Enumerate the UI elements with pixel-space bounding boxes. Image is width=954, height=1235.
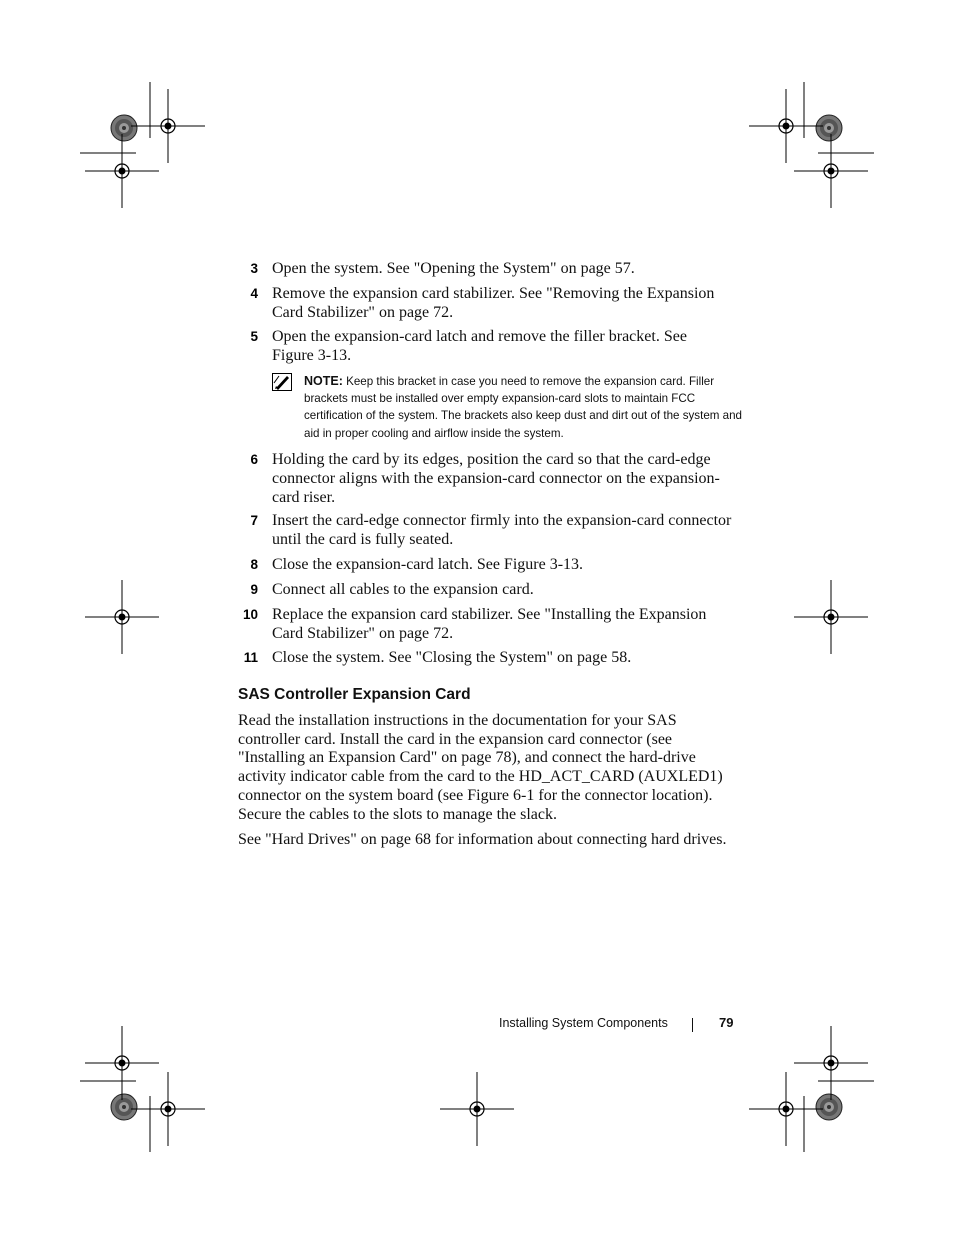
note-body: Keep this bracket in case you need to remove the expansion card. Filler brackets must be installed over empty expansion-card slots to maintain FCC certification of the system. The brackets also keep dust and dirt out of the system and aid in proper cooling and airflow inside the system.	[304, 375, 742, 440]
step-number: 6	[250, 452, 258, 467]
section-heading: SAS Controller Expansion Card	[238, 686, 471, 703]
crop-mark-icon	[85, 1026, 159, 1100]
crop-mark-icon	[131, 89, 205, 163]
step-number: 5	[250, 329, 258, 344]
step-text: Remove the expansion card stabilizer. See "Removing the Expansion Card Stabilizer" on page 72.	[272, 285, 715, 321]
step-text: Close the system. See "Closing the System" on page 58.	[272, 649, 632, 666]
step-number: 4	[250, 286, 258, 301]
crop-mark-icon	[794, 580, 868, 654]
crop-mark-icon	[85, 580, 159, 654]
step-text: Holding the card by its edges, position the card so that the card-edge connector aligns with the expansion-card connector on the expansion-card riser.	[272, 451, 720, 506]
crop-mark-icon	[749, 1072, 823, 1146]
pencil-note-icon	[272, 373, 292, 391]
step-text: Insert the card-edge connector firmly into the expansion-card connector until the card is fully seated.	[272, 512, 732, 548]
step-number: 11	[243, 650, 258, 665]
note-text	[304, 373, 744, 442]
crop-mark-icon	[85, 134, 159, 208]
crop-mark-icon	[749, 89, 823, 163]
step-number: 7	[250, 513, 258, 528]
crop-mark-icon	[794, 1026, 868, 1100]
step-text: Open the expansion-card latch and remove the filler bracket. See Figure 3-13.	[272, 328, 687, 364]
crop-mark-icon	[440, 1072, 514, 1146]
step-number: 9	[250, 582, 258, 597]
step-number: 10	[242, 607, 258, 622]
step-number: 8	[250, 557, 258, 572]
color-bar-icon	[816, 115, 842, 141]
section-paragraph: Read the installation instructions in the documentation for your SAS controller card. Install the card in the expansion card connector (see "Installing an Expansion Card" on page 78), and connect the hard-drive activity indicator cable from the card to the HD_ACT_CARD (AUXLED1) connector on the system board (see Figure 6-1 for the connector location). Secure the cables to the slots to manage the slack.	[238, 712, 723, 823]
step-text: Open the system. See "Opening the System" on page 57.	[272, 260, 635, 277]
step-text: Close the expansion-card latch. See Figure 3-13.	[272, 556, 584, 573]
footer-divider	[692, 1018, 693, 1032]
color-bar-icon	[111, 1094, 137, 1120]
color-bar-icon	[816, 1094, 842, 1120]
running-footer-title: Installing System Components	[499, 1016, 668, 1030]
note-label: NOTE:	[304, 374, 343, 388]
page-number: 79	[719, 1015, 734, 1030]
crop-mark-icon	[131, 1072, 205, 1146]
step-text: Replace the expansion card stabilizer. See "Installing the Expansion Card Stabilizer" on page 72.	[272, 606, 707, 642]
section-paragraph: See "Hard Drives" on page 68 for information about connecting hard drives.	[238, 831, 727, 848]
crop-mark-icon	[794, 134, 868, 208]
color-bar-icon	[111, 115, 137, 141]
step-number: 3	[250, 261, 258, 276]
step-text: Connect all cables to the expansion card.	[272, 581, 534, 598]
